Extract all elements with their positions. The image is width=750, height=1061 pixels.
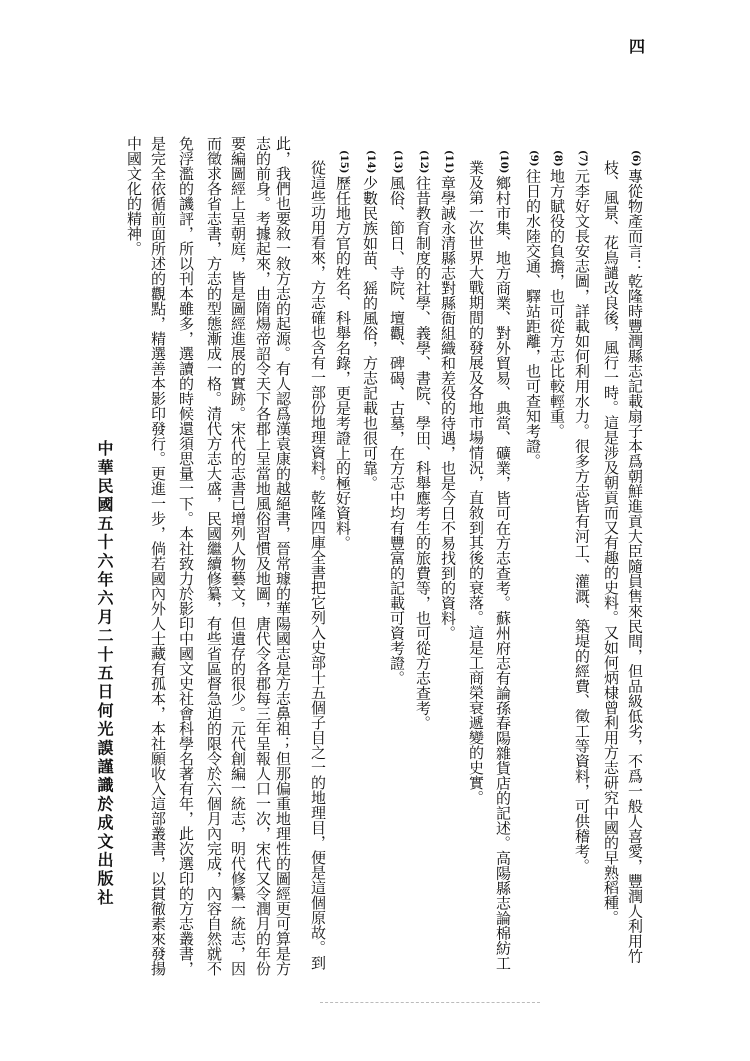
- line-text: 風俗、節日、寺院、壇觀、碑碣、古墓，在方志中均有豐富的記載可資考證。: [388, 175, 406, 686]
- text-line: [274, 136, 291, 976]
- line-text: 少數民族如苗、猺的風俗，方志記載也很可靠。: [361, 175, 379, 491]
- text-line: [602, 160, 619, 925]
- line-text: 而徵求各省志書，方志的型態漸成一格。清代方志大盛，民國繼續修纂，有些省區督急迫的限令於六個月內完成，內容自然就不: [205, 136, 223, 976]
- text-line: [229, 136, 246, 976]
- item-number: (10): [498, 150, 509, 174]
- item-number: (8): [552, 150, 563, 167]
- line-text: 志的前身。考據起來，由隋煬帝詔令天下各郡上呈當地風俗習慣及地圖，唐代令各郡每三年呈報人口一次，宋代又令潤月的年份: [254, 136, 272, 976]
- line-text: 此，我們也要敘一敘方志的起源。有人認爲漢袁康的越絕書，晉常璩的華陽國志是方志鼻祖；但那偏重地理性的圖經更可算是方: [274, 136, 292, 976]
- numbered-item-line: [495, 150, 512, 970]
- numbered-item-line: [362, 150, 379, 490]
- numbered-item-line: [335, 150, 352, 550]
- line-text: 免浮濫的譏評，所以刊本雖多，選讀的時候還須思量一下。本社致力於影印中國文史社會科學名著有年，此次選印的方志叢書，: [177, 136, 195, 976]
- text-line: [254, 136, 271, 976]
- text-line: [177, 136, 194, 976]
- line-text: 要編圖經上呈朝庭，皆是圖經進展的實跡。宋代的志書已增列人物藝文，但遺存的很少。元代創編一統志，明代修纂一統志，因: [229, 136, 247, 976]
- text-line: [125, 136, 142, 256]
- line-text: 往日的水陸交通、驛站距離，也可查知考證。: [524, 168, 542, 469]
- signature-line: 中華民國五十六年六月二十五日何光謨謹識於成文出版社: [95, 440, 114, 908]
- numbered-item-line: [549, 150, 566, 438]
- numbered-item-line: [415, 150, 432, 730]
- line-text: 業及第一次世界大戰期間的發展及各地市場情況，直敘到其後的衰落。這是工商榮衰遞變的史實。: [467, 160, 485, 805]
- line-text: 往昔教育制度的社學、義學、書院、學田、科舉應考生的旅費等，也可從方志查考。: [414, 175, 432, 731]
- item-number: (6): [630, 150, 641, 167]
- line-text: 枝、風景、花鳥譴改良後，風行一時。這是涉及朝貢而又有趣的史料。又如何炳棣曾利用方志研究中國的早熟稻種。: [602, 160, 620, 925]
- text-line: [467, 160, 484, 805]
- line-text: 中國文化的精神。: [125, 136, 143, 256]
- line-text: 元李好文長安志圖，詳載如何利用水力。很多方志皆有河工、灌溉、築堤的經費、徵工等資料，可供稽考。: [573, 168, 591, 874]
- line-text: 從這些功用看來，方志確也含有一部份地理資料。乾隆四庫全書把它列入史部十五個子目之一的地理目，便是這個原故。到: [309, 160, 327, 970]
- item-number: (13): [392, 150, 403, 174]
- text-line: [309, 160, 326, 970]
- numbered-item-line: [389, 150, 406, 685]
- line-text: 章學誠永清縣志對縣衙組織和差役的待遇，也是今日不易找到的資料。: [439, 175, 457, 641]
- item-number: (12): [418, 150, 429, 174]
- line-text: 地方賦役的負擔，也可從方志比較輕重。: [548, 168, 566, 439]
- item-number: (11): [443, 150, 454, 174]
- line-text: 歷任地方官的姓名、科舉名錄，更是考證上的極好資料。: [334, 175, 352, 551]
- item-number: (14): [365, 150, 376, 174]
- item-number: (9): [528, 150, 539, 167]
- line-text: 專從物產而言：乾隆時豐潤縣志記載扇子本爲朝鮮進貢大臣隨員售來民間，但品級低劣，不爲一般人喜愛，豐潤人利用竹: [626, 168, 644, 964]
- scan-artifact-divider: [320, 1002, 540, 1003]
- text-line: [149, 136, 166, 976]
- line-text: 鄉村市集、地方商業、對外貿易、典當、礦業，皆可在方志查考。蘇州府志有論孫春陽雜貨店的記述。高陽縣志論棉紡工: [494, 175, 512, 971]
- numbered-item-line: [574, 150, 591, 873]
- item-number: (15): [338, 150, 349, 174]
- numbered-item-line: [440, 150, 457, 640]
- numbered-item-line: [525, 150, 542, 468]
- text-line: [205, 136, 222, 976]
- page-number: 四: [629, 37, 646, 56]
- item-number: (7): [577, 150, 588, 167]
- line-text: 是完全依循前面所述的觀點，精選善本影印發行。更進一步，倘若國內外人士藏有孤本，本社願收入這部叢書，以貫徹素來發揚: [149, 136, 167, 976]
- numbered-item-line: [627, 150, 644, 963]
